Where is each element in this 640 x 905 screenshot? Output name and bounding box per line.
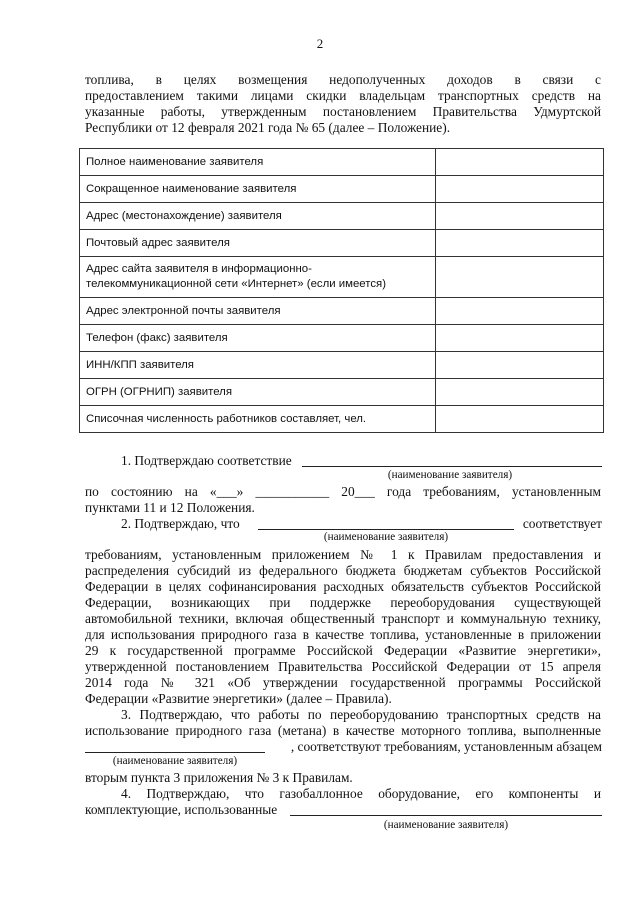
row-label: Списочная численность работников составляет, чел. xyxy=(80,406,436,433)
p4-line-2-start: комплектующие, использованные xyxy=(85,802,278,817)
row-value-field[interactable] xyxy=(436,379,604,406)
row-value-field[interactable] xyxy=(436,325,604,352)
p2-line-2: распределения субсидий из федерального бюджета бюджетам субъектов Российской xyxy=(85,563,601,578)
p2-line-5: автомобильной техники, включая общественный транспорт и коммунальную технику, xyxy=(85,611,601,626)
row-label: Адрес электронной почты заявителя xyxy=(80,298,436,325)
row-label: Телефон (факс) заявителя xyxy=(80,325,436,352)
row-label: Полное наименование заявителя xyxy=(80,149,436,176)
p4-line-1: 4. Подтверждаю, что газобаллонное оборудование, его компоненты и xyxy=(121,786,601,801)
row-label-line-2: телекоммуникационной сети «Интернет» (если имеется) xyxy=(86,278,387,290)
table-row xyxy=(80,352,604,379)
row-value-field[interactable] xyxy=(436,352,604,379)
table-row xyxy=(80,149,604,176)
p1-start: 1. Подтверждаю соответствие xyxy=(121,453,292,468)
p2-line-6: для использования природного газа в качестве топлива, установленные в приложении xyxy=(85,627,601,642)
p2-line-3: Федерации в целях софинансирования расходных обязательств субъектов Российской xyxy=(85,579,601,594)
p4-caption: (наименование заявителя) xyxy=(383,819,509,831)
applicant-info-table xyxy=(79,148,604,433)
row-value-field[interactable] xyxy=(436,298,604,325)
table-row xyxy=(80,176,604,203)
table-row xyxy=(80,325,604,352)
intro-line-1: топлива, в целях возмещения недополученных доходов в связи с xyxy=(85,72,601,87)
p2-line-10: Федерации «Развитие энергетики» (далее – Правила). xyxy=(85,691,392,706)
table-row xyxy=(80,298,604,325)
page-number: 2 xyxy=(316,36,324,51)
p2-applicant-name-line[interactable] xyxy=(258,529,514,530)
p2-line-9: 2014 года № 321 «Об утверждении государственной программы Российской xyxy=(85,675,601,690)
table-row xyxy=(80,203,604,230)
intro-line-4: Республики от 12 февраля 2021 года № 65 (далее – Положение). xyxy=(85,120,451,135)
p1-line-2: по состоянию на «___» ___________ 20___ года требованиям, установленным xyxy=(85,484,601,499)
p2-line-8: утвержденной постановлением Правительства Российской Федерации от 15 апреля xyxy=(85,659,601,674)
p2-line-4: Федерации, возникающих при поддержке переоборудования существующей xyxy=(85,595,601,610)
row-label: Почтовый адрес заявителя xyxy=(80,230,436,257)
table-row xyxy=(80,257,604,298)
row-label-line-1: Адрес сайта заявителя в информационно- xyxy=(86,263,312,275)
row-value-field[interactable] xyxy=(436,149,604,176)
row-label: ОГРН (ОГРНИП) заявителя xyxy=(80,379,436,406)
intro-line-2: предоставлением такими лицами скидки владельцам транспортных средств на xyxy=(85,88,601,103)
intro-line-3: указанные работы, утвержденным постановлением Правительства Удмуртской xyxy=(85,104,601,119)
row-value-field[interactable] xyxy=(436,176,604,203)
p3-line-1: 3. Подтверждаю, что работы по переоборудованию транспортных средств на xyxy=(121,707,601,722)
p3-applicant-name-line[interactable] xyxy=(85,752,265,753)
row-value-field[interactable] xyxy=(436,203,604,230)
table-row xyxy=(80,406,604,433)
row-value-field[interactable] xyxy=(436,230,604,257)
p2-start: 2. Подтверждаю, что xyxy=(121,516,240,531)
p1-caption: (наименование заявителя) xyxy=(387,469,513,481)
p3-line-4: вторым пункта 3 приложения № 3 к Правилам. xyxy=(85,770,353,785)
p4-applicant-name-line[interactable] xyxy=(290,815,602,816)
p2-line-7: 29 к государственной программе Российской Федерации «Развитие энергетики», xyxy=(85,643,601,658)
table-row xyxy=(80,230,604,257)
p2-caption: (наименование заявителя) xyxy=(323,531,449,543)
p1-applicant-name-line[interactable] xyxy=(302,466,602,467)
p1-line-3: пунктами 11 и 12 Положения. xyxy=(85,500,255,515)
p3-line-2: использование природного газа (метана) в качестве моторного топлива, выполненные xyxy=(85,723,601,738)
table-row xyxy=(80,379,604,406)
p3-line-3-end: , соответствуют требованиям, установленным абзацем xyxy=(290,739,602,754)
row-label: Адрес (местонахождение) заявителя xyxy=(80,203,436,230)
p3-caption: (наименование заявителя) xyxy=(112,755,238,767)
row-value-field[interactable] xyxy=(436,257,604,298)
row-label xyxy=(80,257,436,298)
p2-end: соответствует xyxy=(522,516,602,531)
row-label: ИНН/КПП заявителя xyxy=(80,352,436,379)
row-value-field[interactable] xyxy=(436,406,604,433)
row-label: Сокращенное наименование заявителя xyxy=(80,176,436,203)
p2-line-1: требованиям, установленным приложением № 1 к Правилам предоставления и xyxy=(85,547,601,562)
